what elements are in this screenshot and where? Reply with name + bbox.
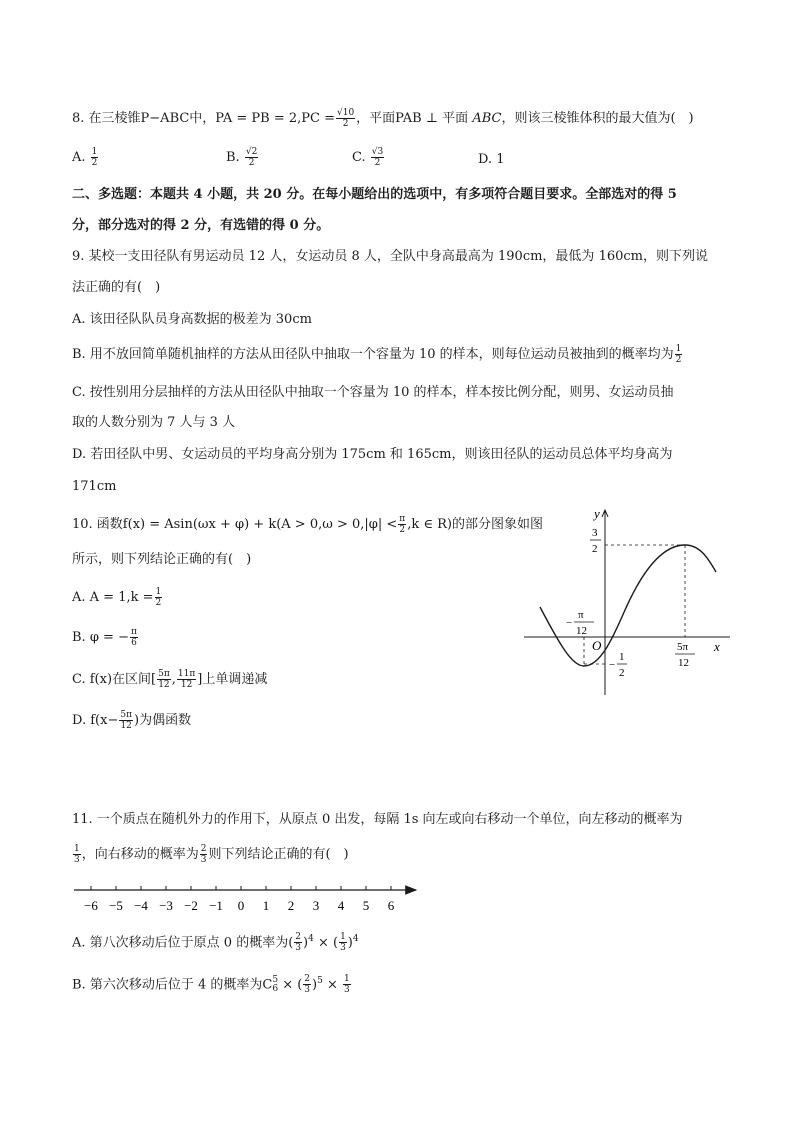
right-label-num: 5π xyxy=(677,641,689,653)
number-line-label: 2 xyxy=(287,898,295,913)
q9-option-d-2: 171cm xyxy=(72,479,117,494)
q9-option-b: B. 用不放回简单随机抽样的方法从田径队中抽取一个容量为 10 的样本，则每位运动员被抽到的概率均为 $\frac{1}{2}$ xyxy=(72,344,682,365)
q9-option-d-1: D. 若田径队中男、女运动员的平均身高分别为 175cm 和 165cm，则该田径队的运动员总体平均身高为 xyxy=(72,447,673,462)
q10-graph xyxy=(520,500,730,700)
q10-option-b: B. φ = − $\frac{\pi}{6}$ xyxy=(72,627,137,648)
left-label-den: 12 xyxy=(576,625,587,637)
origin-label: O xyxy=(592,638,602,653)
number-line-label: 0 xyxy=(237,898,245,913)
x-axis-label: x xyxy=(714,639,720,654)
left-label-sign: − xyxy=(566,617,573,629)
q9-option-a: A. 该田径队队员身高数据的极差为 30cm xyxy=(72,312,312,327)
q8-option-d: D. 1 xyxy=(478,152,505,167)
number-line-label: −4 xyxy=(134,898,148,913)
q9-option-c-2: 取的人数分别为 7 人与 3 人 xyxy=(72,415,236,430)
number-line-label: 3 xyxy=(312,898,320,913)
q11-option-b: B. 第六次移动后位于 4 的概率为C 5 6 × ( $\frac{2}{3}$ )$^5$ × $\frac{1}{3}$ xyxy=(72,974,350,996)
number-line xyxy=(70,878,425,918)
right-label-den: 12 xyxy=(678,657,689,669)
q8-option-b: B. $\frac{√2}{2}$ xyxy=(226,147,258,168)
number-line-label: 5 xyxy=(362,898,370,913)
section2-line1: 二、多选题：本题共 4 小题，共 20 分。在每小题给出的选项中，有多项符合题目要求。全部选对的得 5 xyxy=(72,187,677,202)
number-line-label: 1 xyxy=(262,898,270,913)
q11-option-a: A. 第八次移动后位于原点 0 的概率为( $\frac{2}{3}$ )$^4$ × ( $\frac{1}{3}$ )$^4$ xyxy=(72,932,359,954)
section2-line2: 分，部分选对的得 2 分，有选错的得 0 分。 xyxy=(72,218,330,233)
number-line-label: −1 xyxy=(209,898,223,913)
number-line-label: −2 xyxy=(184,898,198,913)
min-label-sign: − xyxy=(609,659,616,671)
number-line-label: 4 xyxy=(337,898,345,913)
min-label-num: 1 xyxy=(619,651,625,663)
q11-stem-2: $\frac{1}{3}$ ，向右移动的概率为 $\frac{2}{3}$ 则下列结论正确的有( ) xyxy=(74,844,349,865)
number-line-label: −6 xyxy=(84,898,98,913)
number-line-label: −3 xyxy=(159,898,173,913)
q8-stem: 8. 在三棱锥P−ABC中，PA = PB = 2,PC = $\frac{√10}{2}$ ，平面PAB ⊥ 平面 ABC，则该三棱锥体积的最大值为( ) xyxy=(72,108,694,129)
q9-stem-2: 法正确的有( ) xyxy=(72,280,161,295)
sine-curve xyxy=(540,545,716,666)
number-line-label: −5 xyxy=(109,898,123,913)
q10-option-d: D. f(x− $\frac{5\pi}{12}$ )为偶函数 xyxy=(72,710,192,731)
y-axis-label: y xyxy=(594,506,600,521)
min-label-den: 2 xyxy=(619,667,625,679)
q10-option-a: A. A = 1,k = $\frac{1}{2}$ xyxy=(72,587,162,608)
q10-stem-1: 10. 函数f(x) = Asin(ωx + φ) + k(A > 0,ω > 0,|φ| < $\frac{\pi}{2}$ ,k ∈ R)的部分图象如图 xyxy=(72,514,543,535)
left-label-num: π xyxy=(578,609,584,621)
max-label-den: 2 xyxy=(592,543,598,555)
number-line-label: 6 xyxy=(387,898,395,913)
q8-option-a: A. $\frac{1}{2}$ xyxy=(72,147,98,168)
q11-stem-1: 11. 一个质点在随机外力的作用下，从原点 0 出发，每隔 1s 向左或向右移动一个单位，向左移动的概率为 xyxy=(72,812,683,827)
max-label-num: 3 xyxy=(592,527,598,539)
q10-option-c: C. f(x)在区间[ $\frac{5\pi}{12}$ , $\frac{11\pi}{12}$ ]上单调递减 xyxy=(72,669,268,690)
q8-option-c: C. $\frac{√3}{2}$ xyxy=(352,147,384,168)
q9-stem-1: 9. 某校一支田径队有男运动员 12 人，女运动员 8 人，全队中身高最高为 190cm，最低为 160cm，则下列说 xyxy=(72,249,708,264)
q10-stem-2: 所示，则下列结论正确的有( ) xyxy=(72,552,252,567)
q9-option-c-1: C. 按性别用分层抽样的方法从田径队中抽取一个容量为 10 的样本，样本按比例分配，则男、女运动员抽 xyxy=(72,385,674,400)
